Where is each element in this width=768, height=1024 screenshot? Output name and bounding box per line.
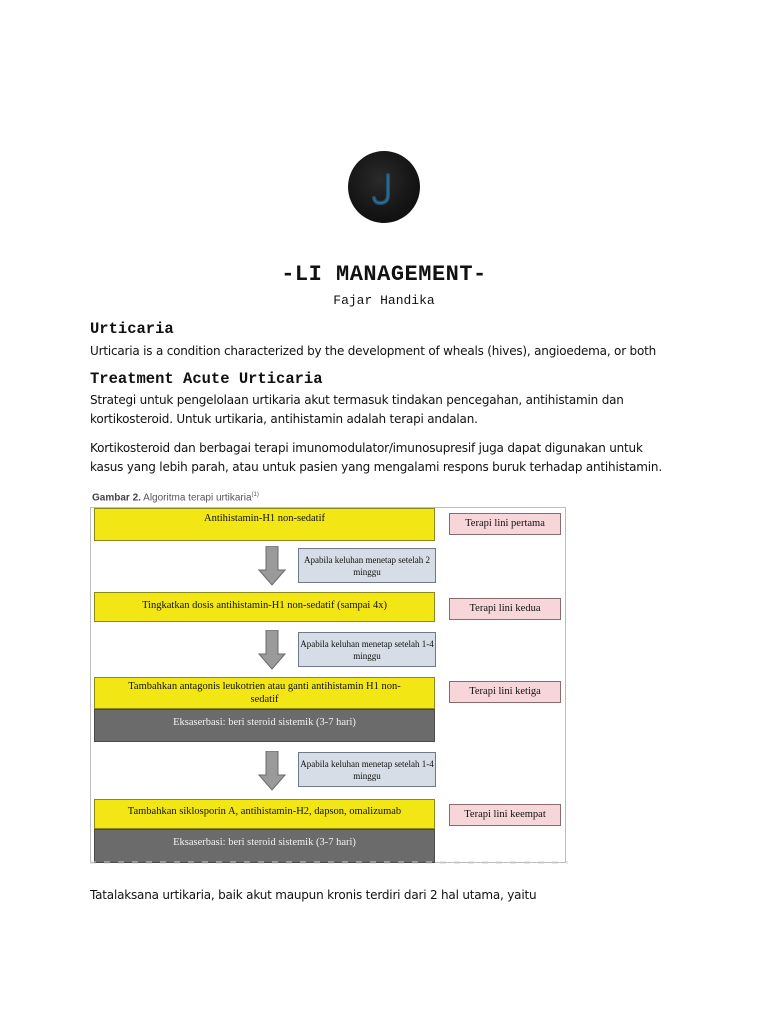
- author-name: Fajar Handika: [333, 293, 435, 308]
- section-heading-treatment: Treatment Acute Urticaria: [90, 370, 323, 388]
- figure-caption-ref: (1): [251, 492, 259, 498]
- line-1-tag: Terapi lini pertama: [449, 513, 561, 535]
- line-2-tag: Terapi lini kedua: [449, 598, 561, 620]
- line-3-tag: Terapi lini ketiga: [449, 681, 561, 703]
- paragraph-treatment-corticosteroid: Kortikosteroid dan berbagai terapi imunomodulator/imunosupresif juga dapat digunakan untuk kasus yang lebih parah, atau untuk pasien yang mengalami respons buruk terhadap antihistamin.: [90, 441, 662, 474]
- down-arrow-icon: [258, 751, 286, 791]
- step-2-box: Tingkatkan dosis antihistamin-H1 non-sedatif (sampai 4x): [94, 592, 435, 622]
- note-3: Apabila keluhan menetap setelah 1-4 minggu: [298, 752, 436, 787]
- down-arrow-icon: [258, 546, 286, 586]
- down-arrow-icon: [258, 630, 286, 670]
- therapy-algorithm-figure: [90, 490, 568, 870]
- step-4-box: Tambahkan siklosporin A, antihistamin-H2, dapson, omalizumab: [94, 799, 435, 829]
- figure-bottom-divider: [90, 861, 568, 864]
- paragraph-tatalaksana: Tatalaksana urtikaria, baik akut maupun kronis terdiri dari 2 hal utama, yaitu: [90, 888, 537, 902]
- step-1-box: Antihistamin-H1 non-sedatif: [94, 508, 435, 541]
- section-heading-urticaria: Urticaria: [90, 320, 174, 338]
- paragraph-urticaria-definition: Urticaria is a condition characterized by the development of wheals (hives), angioedema, or both: [90, 344, 657, 358]
- exacerbation-1-box: Eksaserbasi: beri steroid sistemik (3-7 hari): [94, 709, 435, 742]
- author-logo: [348, 151, 420, 223]
- figure-caption-text: Algoritma terapi urtikaria: [143, 492, 252, 504]
- figure-caption: [92, 492, 259, 503]
- note-2: Apabila keluhan menetap setelah 1-4 minggu: [298, 632, 436, 667]
- letter-j-icon: [348, 151, 420, 223]
- page-title: -LI MANAGEMENT-: [281, 262, 487, 287]
- note-1: Apabila keluhan menetap setelah 2 minggu: [298, 548, 436, 583]
- paragraph-treatment-strategy: Strategi untuk pengelolaan urtikaria akut termasuk tindakan pencegahan, antihistamin dan kortikosteroid. Untuk urtikaria, antihistamin adalah terapi andalan.: [90, 393, 624, 426]
- figure-caption-label: Gambar 2.: [92, 492, 141, 504]
- step-3-box: Tambahkan antagonis leukotrien atau ganti antihistamin H1 non-sedatif: [94, 677, 435, 709]
- line-4-tag: Terapi lini keempat: [449, 804, 561, 826]
- exacerbation-2-box: Eksaserbasi: beri steroid sistemik (3-7 hari): [94, 829, 435, 863]
